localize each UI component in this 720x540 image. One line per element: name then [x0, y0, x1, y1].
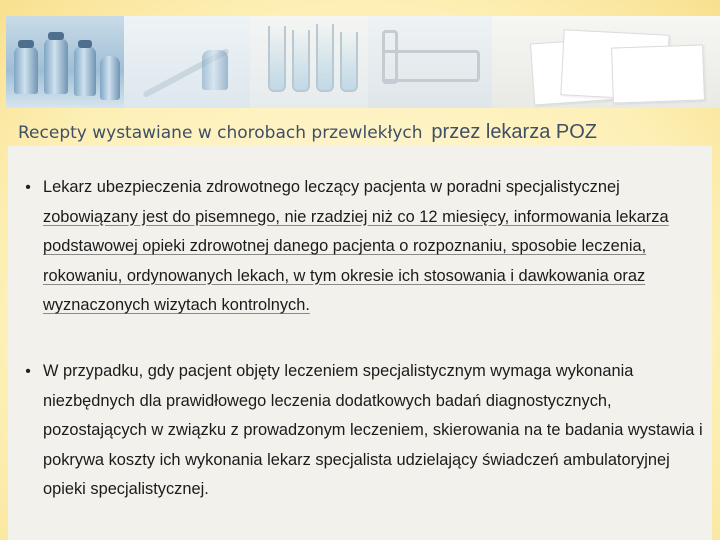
bullet-text-lead: Lekarz ubezpieczenia zdrowotnego — [43, 178, 300, 196]
syringe-photo — [124, 16, 250, 108]
slide-title-part1: Recepty wystawiane w chorobach przewlekłych — [18, 123, 423, 143]
bullet-dot-icon: • — [25, 179, 31, 196]
hospital-bed-photo — [368, 16, 492, 108]
documents-photo — [492, 16, 720, 108]
bullet-text — [43, 173, 703, 321]
bullet-text-underlined: zobowiązany jest do pisemnego, nie rzadziej niż co 12 miesięcy, informowania lekarza podstawowej opieki zdrowotnej danego pacjenta o rozpoznaniu, sposobie leczenia, rokowaniu, ordynowanych lekach, w tym okresie ich stosowania i dawkowania oraz wyznaczonych wizytach kontrolnych. — [43, 207, 669, 314]
header-photo-banner — [6, 16, 720, 108]
bullet-text-middle: leczący pacjenta w poradni specjalistycznej — [299, 178, 620, 196]
vials-photo — [6, 16, 124, 108]
content-box — [8, 146, 712, 540]
slide-title — [18, 112, 708, 142]
bullet-dot-icon: • — [25, 363, 31, 380]
bullet-text: W przypadku, gdy pacjent objęty leczeniem specjalistycznym wymaga wykonania niezbędnych dla prawidłowego leczenia dodatkowych badań diagnostycznych, pozostających w związku z prowadzonym leczeniem, skierowania na te badania wystawia i pokrywa koszty ich wykonania lekarz specjalista udzielający świadczeń ambulatoryjnej opieki specjalistycznej. — [43, 362, 703, 498]
lab-tubes-photo — [250, 16, 368, 108]
slide-title-part2: przez lekarza POZ — [431, 121, 598, 143]
